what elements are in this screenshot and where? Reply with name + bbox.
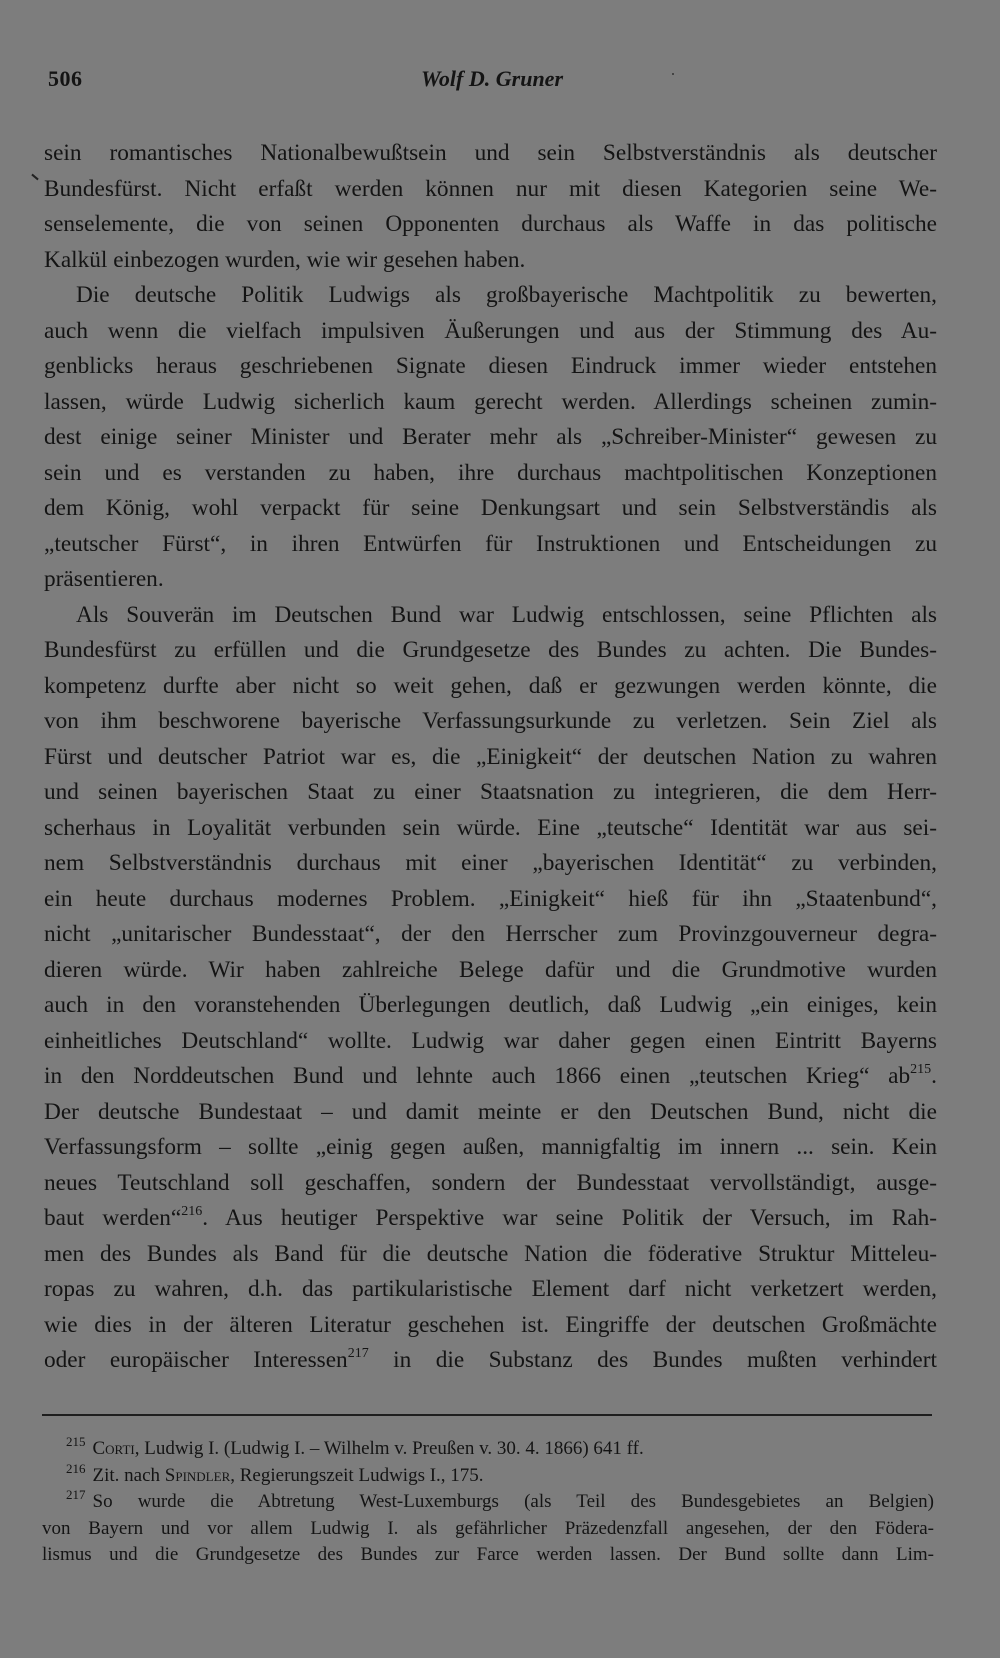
- running-head: Wolf D. Gruner: [421, 66, 564, 91]
- footnote-text: So wurde die Abtretung West-Luxemburgs (als Teil des Bundesgebietes an Belgien): [92, 1491, 934, 1512]
- text-segment: in den Norddeutschen Bund und lehnte auch 1866 einen „teutschen Krieg“ ab: [44, 1063, 911, 1089]
- text-line: dem König, wohl verpackt für seine Denkungsart und sein Selbstverständis als: [44, 495, 937, 521]
- text-line: senselemente, die von seinen Opponenten durchaus als Waffe in das politische: [44, 211, 937, 237]
- text-line: sein romantisches Nationalbewußtsein und sein Selbstverständnis als deutscher: [44, 140, 937, 166]
- text-line-with-footnote: [44, 1059, 937, 1095]
- footnote-prefix: Zit. nach: [92, 1464, 165, 1486]
- footnote-author: Corti: [92, 1438, 135, 1459]
- text-segment: oder europäischer Interessen: [44, 1347, 348, 1373]
- body-text: [44, 136, 937, 1379]
- page-header: [48, 66, 938, 100]
- text-segment: baut werden“: [44, 1205, 182, 1231]
- text-line: präsentieren.: [44, 566, 164, 592]
- footnote-number: 217: [66, 1487, 86, 1502]
- text-line: Kalkül einbezogen wurden, wie wir gesehen haben.: [44, 246, 526, 273]
- text-segment: in die Substanz des Bundes mußten verhindert: [393, 1347, 938, 1373]
- paragraph-start-line: Die deutsche Politik Ludwigs als großbayerische Machtpolitik zu bewerten,: [76, 282, 937, 308]
- text-line: und seinen bayerischen Staat zu einer Staatsnation zu integrieren, die dem Herr-: [44, 779, 937, 805]
- text-line: genblicks heraus geschriebenen Signate diesen Eindruck immer wieder entstehen: [44, 353, 937, 379]
- footnote-number: 216: [66, 1460, 86, 1476]
- text-line-with-footnote: [44, 1343, 937, 1379]
- text-segment: Aus heutiger Perspektive war seine Politik der Versuch, im Rah-: [225, 1205, 937, 1231]
- text-line: men des Bundes als Band für die deutsche Nation die föderative Struktur Mitteleu-: [44, 1240, 937, 1267]
- text-line: wie dies in der älteren Literatur geschehen ist. Eingriffe der deutschen Großmächte: [44, 1311, 937, 1338]
- text-line: auch wenn die vielfach impulsiven Äußerungen und aus der Stimmung des Au-: [44, 317, 937, 344]
- text-line: dest einige seiner Minister und Berater mehr als „Schreiber-Minister“ gewesen zu: [44, 424, 937, 450]
- footnote: [42, 1489, 934, 1516]
- text-line: Bundesfürst zu erfüllen und die Grundgesetze des Bundes zu achten. Die Bundes-: [44, 637, 937, 663]
- text-line: „teutscher Fürst“, in ihren Entwürfen für Instruktionen und Entscheidungen zu: [44, 530, 937, 557]
- text-line: Verfassungsform – sollte „einig gegen außen, mannigfaltig im innern ... sein. Kein: [44, 1134, 937, 1160]
- text-line: Fürst und deutscher Patriot war es, die „Einigkeit“ der deutschen Nation zu wahren: [44, 743, 937, 770]
- print-speck: [672, 73, 674, 75]
- text-line: von ihm beschworene bayerische Verfassungsurkunde zu verletzen. Sein Ziel als: [44, 708, 937, 734]
- text-line: ein heute durchaus modernes Problem. „Einigkeit“ hieß für ihn „Staatenbund“,: [44, 885, 937, 912]
- paragraph-start-line: Als Souverän im Deutschen Bund war Ludwig entschlossen, seine Pflichten als: [76, 601, 937, 628]
- period: .: [202, 1205, 209, 1231]
- footnote: [42, 1460, 934, 1490]
- text-line: dieren würde. Wir haben zahlreiche Belege dafür und die Grundmotive wurden: [44, 956, 937, 983]
- text-line: nicht „unitarischer Bundesstaat“, der den Herrscher zum Provinzgouverneur degra-: [44, 921, 937, 947]
- period: .: [931, 1063, 937, 1089]
- footnote-mark: 217: [347, 1346, 369, 1361]
- margin-mark: [31, 174, 38, 181]
- page-number: 506: [48, 66, 83, 91]
- footnote-text: , Ludwig I. (Ludwig I. – Wilhelm v. Preußen v. 30. 4. 1866) 641 ff.: [134, 1438, 644, 1459]
- footnote-continuation: lismus und die Grundgesetze des Bundes zur Farce werden lassen. Der Bund sollte dann Lim-: [42, 1544, 934, 1565]
- footnotes: [42, 1436, 934, 1569]
- footnote-author: Spindler: [164, 1464, 231, 1486]
- footnote-text: , Regierungszeit Ludwigs I., 175.: [230, 1464, 484, 1486]
- text-line: ropas zu wahren, d.h. das partikularistische Element darf nicht verketzert werden,: [44, 1276, 937, 1302]
- text-line: kompetenz durfte aber nicht so weit gehen, daß er gezwungen werden könnte, die: [44, 672, 937, 699]
- text-line: einheitliches Deutschland“ wollte. Ludwig war daher gegen einen Eintritt Bayerns: [44, 1027, 937, 1054]
- text-line: neues Teutschland soll geschaffen, sondern der Bundesstaat vervollständigt, ausge-: [44, 1169, 937, 1196]
- footnote-mark: 216: [181, 1204, 203, 1219]
- footnote-separator: [42, 1414, 932, 1416]
- footnote-number: 215: [66, 1434, 86, 1449]
- text-line-with-footnote: [44, 1201, 937, 1237]
- text-line: scherhaus in Loyalität verbunden sein würde. Eine „teutsche“ Identität war aus sei-: [44, 814, 937, 841]
- text-line: nem Selbstverständnis durchaus mit einer „bayerischen Identität“ zu verbinden,: [44, 850, 937, 876]
- footnote-continuation: von Bayern und vor allem Ludwig I. als gefährlicher Präzedenzfall angesehen, der den Födera-: [42, 1517, 934, 1539]
- text-line: Bundesfürst. Nicht erfaßt werden können nur mit diesen Kategorien seine We-: [44, 175, 937, 202]
- text-line: lassen, würde Ludwig sicherlich kaum gerecht werden. Allerdings scheinen zumin-: [44, 388, 937, 415]
- footnote: [42, 1436, 934, 1463]
- text-line: Der deutsche Bundestaat – und damit meinte er den Deutschen Bund, nicht die: [44, 1098, 937, 1125]
- text-line: sein und es verstanden zu haben, ihre durchaus machtpolitischen Konzeptionen: [44, 459, 937, 486]
- footnote-mark: 215: [910, 1062, 932, 1077]
- text-line: auch in den voranstehenden Überlegungen deutlich, daß Ludwig „ein einiges, kein: [44, 992, 937, 1018]
